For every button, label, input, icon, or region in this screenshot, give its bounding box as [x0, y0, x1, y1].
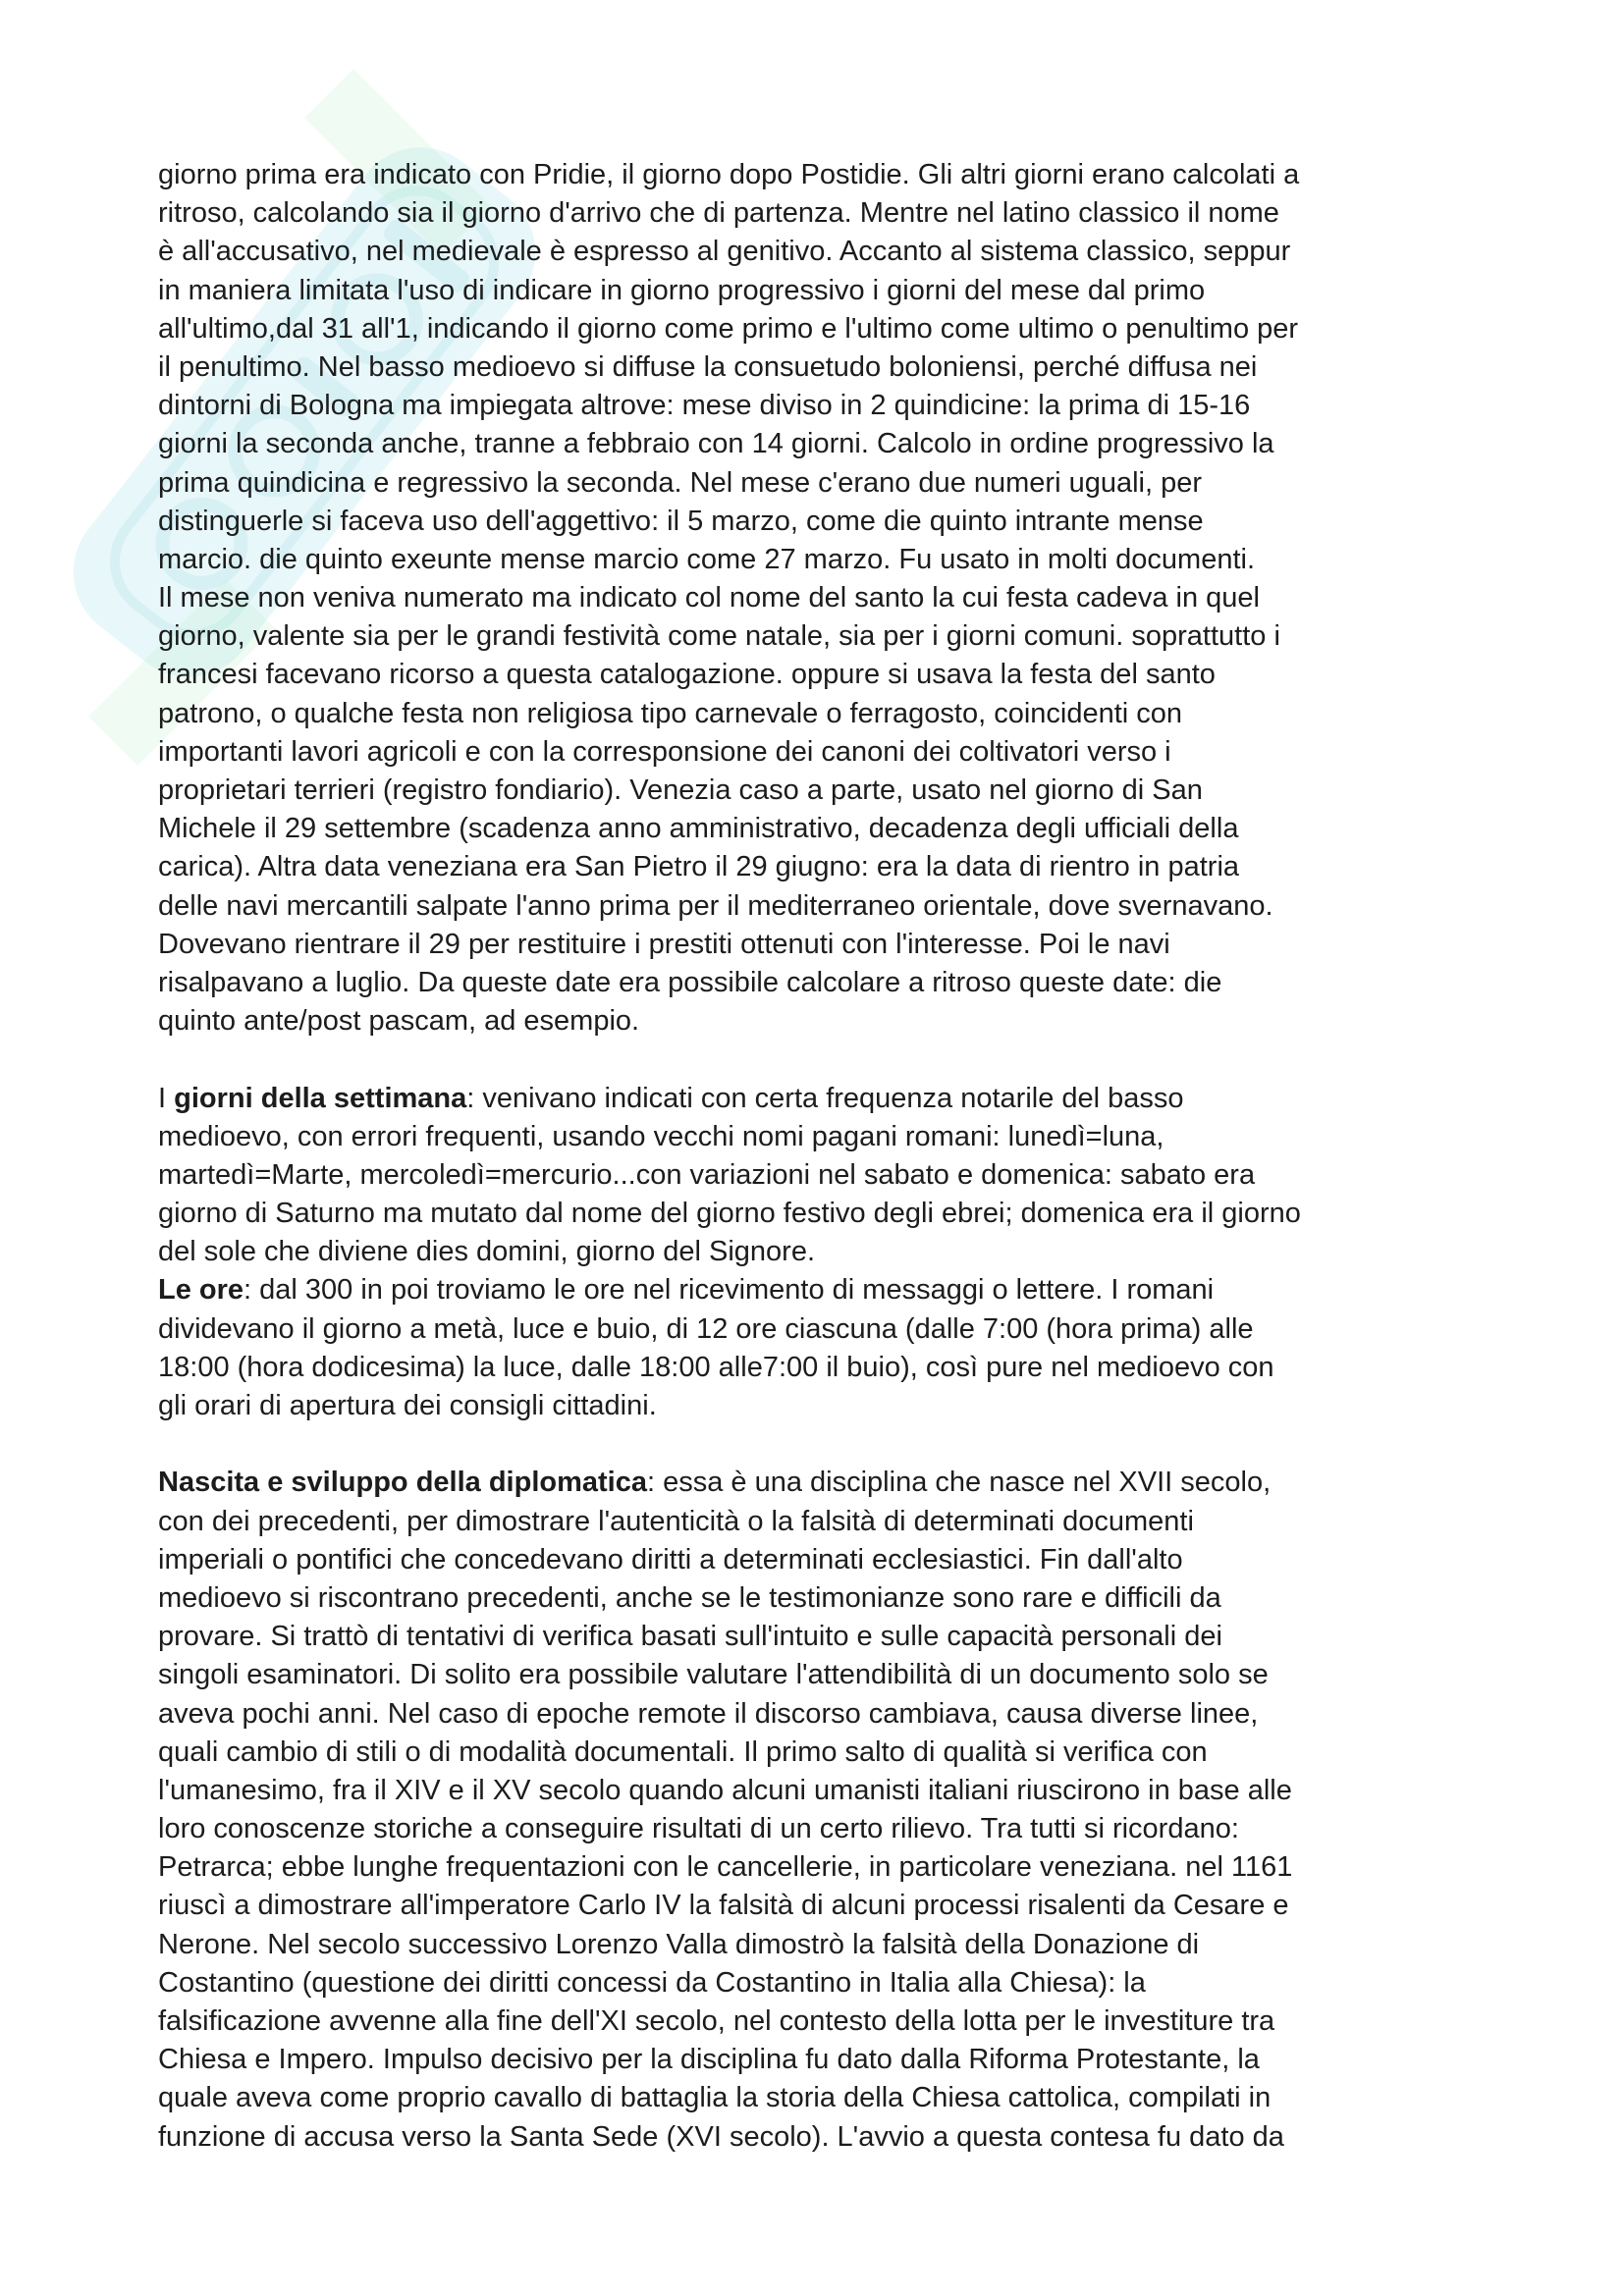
- text-line: [158, 541, 1533, 579]
- text-segment: del sole che diviene dies domini, giorno del Signore.: [158, 1236, 816, 1268]
- text-segment: Dovevano rientrare il 29 per restituire i prestiti ottenuti con l'interesse. Poi le navi: [158, 928, 1170, 960]
- paragraph: [158, 1080, 1533, 1426]
- text-segment: medioevo, con errori frequenti, usando vecchi nomi pagani romani: lunedì=luna,: [158, 1120, 1164, 1152]
- text-segment: giorno, valente sia per le grandi festività come natale, sia per i giorni comuni. soprattutto i: [158, 620, 1280, 653]
- text-segment: Nerone. Nel secolo successivo Lorenzo Valla dimostrò la falsità della Donazione di: [158, 1928, 1200, 1960]
- text-line: [158, 656, 1533, 694]
- text-segment: risalpavano a luglio. Da queste date era possibile calcolare a ritroso queste date: die: [158, 966, 1222, 998]
- text-segment: proprietari terrieri (registro fondiario). Venezia caso a parte, usato nel giorno di San: [158, 774, 1203, 806]
- text-segment: loro conoscenze storiche a conseguire risultati di un certo rilievo. Tra tutti si ricordano:: [158, 1813, 1239, 1845]
- text-segment: quali cambio di stili o di modalità documentali. Il primo salto di qualità si verifica con: [158, 1735, 1208, 1768]
- text-line: [158, 464, 1533, 503]
- text-line: [158, 2041, 1533, 2079]
- text-line: [158, 310, 1533, 348]
- text-line: [158, 1002, 1533, 1041]
- text-line: [158, 156, 1533, 194]
- text-line: [158, 848, 1533, 886]
- text-segment: : venivano indicati con certa frequenza notarile del basso: [466, 1082, 1184, 1114]
- text-segment: carica). Altra data veneziana era San Pietro il 29 giugno: era la data di rientro in patria: [158, 851, 1240, 883]
- text-line: [158, 1195, 1533, 1233]
- text-line: [158, 1156, 1533, 1195]
- text-line: [158, 1464, 1533, 1502]
- text-line: [158, 733, 1533, 772]
- text-line: [158, 387, 1533, 425]
- text-line: [158, 1080, 1533, 1118]
- text-line: [158, 1310, 1533, 1349]
- text-segment: medioevo si riscontrano precedenti, anche se le testimonianze sono rare e difficili da: [158, 1581, 1221, 1614]
- text-segment: singoli esaminatori. Di solito era possibile valutare l'attendibilità di un documento solo se: [158, 1659, 1269, 1691]
- text-segment: all'ultimo,dal 31 all'1, indicando il giorno come primo e l'ultimo come ultimo o penultimo per: [158, 312, 1299, 345]
- text-segment: giorno prima era indicato con Pridie, il giorno dopo Postidie. Gli altri giorni erano calcolati a: [158, 159, 1300, 190]
- text-segment: giorno di Saturno ma mutato dal nome del giorno festivo degli ebrei; domenica era il giorno: [158, 1198, 1301, 1230]
- text-segment: provare. Si trattò di tentativi di verifica basati sull'intuito e sulle capacità personali dei: [158, 1621, 1222, 1653]
- text-line: [158, 1656, 1533, 1694]
- text-segment: l'umanesimo, fra il XIV e il XV secolo quando alcuni umanisti italiani riuscirono in base alle: [158, 1774, 1292, 1806]
- text-segment: prima quindicina e regressivo la seconda. Nel mese c'erano due numeri uguali, per: [158, 466, 1203, 499]
- text-line: [158, 1810, 1533, 1848]
- document-body: [158, 156, 1533, 2157]
- text-line: [158, 926, 1533, 964]
- text-segment: falsificazione avvenne alla fine dell'XI secolo, nel contesto della lotta per le investiture tra: [158, 2005, 1275, 2037]
- text-line: [158, 810, 1533, 848]
- text-line: [158, 1887, 1533, 1925]
- text-line: [158, 194, 1533, 233]
- text-line: [158, 272, 1533, 310]
- text-segment: Petrarca; ebbe lunghe frequentazioni con le cancellerie, in particolare veneziana. nel 1161: [158, 1851, 1293, 1884]
- bold-heading-text: giorni della settimana: [174, 1082, 467, 1114]
- text-segment: francesi facevano ricorso a questa catalogazione. oppure si usava la festa del santo: [158, 659, 1216, 691]
- text-line: [158, 579, 1533, 617]
- text-segment: riuscì a dimostrare all'imperatore Carlo IV la falsità di alcuni processi risalenti da Cesare e: [158, 1890, 1289, 1922]
- text-segment: 18:00 (hora dodicesima) la luce, dalle 18:00 alle7:00 il buio), così pure nel medioevo con: [158, 1351, 1274, 1383]
- text-segment: Chiesa e Impero. Impulso decisivo per la disciplina fu dato dalla Riforma Protestante, la: [158, 2044, 1260, 2076]
- text-line: [158, 1503, 1533, 1541]
- text-segment: Costantino (questione dei diritti concessi da Costantino in Italia alla Chiesa): la: [158, 1966, 1146, 1999]
- text-line: [158, 1734, 1533, 1772]
- text-segment: il penultimo. Nel basso medioevo si diffuse la consuetudo boloniensi, perché diffusa nei: [158, 350, 1258, 383]
- text-line: [158, 1233, 1533, 1271]
- text-segment: aveva pochi anni. Nel caso di epoche remote il discorso cambiava, causa diverse linee,: [158, 1697, 1259, 1730]
- text-segment: delle navi mercantili salpate l'anno prima per il mediterraneo orientale, dove svernavano.: [158, 889, 1273, 922]
- text-line: [158, 1848, 1533, 1887]
- text-line: [158, 2079, 1533, 2117]
- text-segment: gli orari di apertura dei consigli cittadini.: [158, 1390, 657, 1421]
- text-segment: è all'accusativo, nel medievale è espresso al genitivo. Accanto al sistema classico, seppur: [158, 236, 1291, 268]
- text-segment: dintorni di Bologna ma impiegata altrove: mese diviso in 2 quindicine: la prima di 15-16: [158, 390, 1251, 422]
- text-line: [158, 617, 1533, 656]
- text-segment: I: [158, 1082, 175, 1114]
- bold-heading-text: Le ore: [158, 1274, 244, 1307]
- text-segment: in maniera limitata l'uso di indicare in giorno progressivo i giorni del mese dal primo: [158, 274, 1206, 306]
- text-segment: Michele il 29 settembre (scadenza anno amministrativo, decadenza degli ufficiali della: [158, 813, 1239, 845]
- text-line: [158, 2002, 1533, 2041]
- text-segment: : dal 300 in poi troviamo le ore nel ricevimento di messaggi o lettere. I romani: [244, 1274, 1215, 1307]
- paragraph: [158, 1464, 1533, 2156]
- text-line: [158, 1964, 1533, 2002]
- text-line: [158, 1695, 1533, 1734]
- text-segment: : essa è una disciplina che nasce nel XVII secolo,: [646, 1467, 1272, 1499]
- paragraph: [158, 156, 1533, 1041]
- text-line: [158, 1387, 1533, 1425]
- text-segment: quinto ante/post pascam, ad esempio.: [158, 1005, 640, 1038]
- text-line: [158, 964, 1533, 1002]
- text-line: [158, 348, 1533, 387]
- text-line: [158, 1541, 1533, 1579]
- text-line: [158, 1926, 1533, 1964]
- text-line: [158, 1271, 1533, 1309]
- text-line: [158, 1618, 1533, 1656]
- text-line: [158, 772, 1533, 810]
- text-line: [158, 1349, 1533, 1387]
- text-segment: distinguerle si faceva uso dell'aggettivo: il 5 marzo, come die quinto intrante mense: [158, 505, 1204, 537]
- bold-heading-text: Nascita e sviluppo della diplomatica: [158, 1467, 647, 1499]
- text-line: [158, 503, 1533, 541]
- text-segment: dividevano il giorno a metà, luce e buio, di 12 ore ciascuna (dalle 7:00 (hora prima) alle: [158, 1312, 1254, 1345]
- text-segment: giorni la seconda anche, tranne a febbraio con 14 giorni. Calcolo in ordine progressivo la: [158, 428, 1274, 460]
- text-segment: imperiali o pontifici che concedevano diritti a determinati ecclesiastici. Fin dall'alto: [158, 1543, 1183, 1575]
- text-line: [158, 425, 1533, 463]
- text-line: [158, 695, 1533, 733]
- text-line: [158, 1579, 1533, 1618]
- text-segment: martedì=Marte, mercoledì=mercurio...con variazioni nel sabato e domenica: sabato era: [158, 1158, 1256, 1191]
- text-line: [158, 887, 1533, 926]
- text-line: [158, 1118, 1533, 1156]
- text-segment: con dei precedenti, per dimostrare l'autenticità o la falsità di determinati documenti: [158, 1505, 1194, 1537]
- text-segment: funzione di accusa verso la Santa Sede (XVI secolo). L'avvio a questa contesa fu dato da: [158, 2120, 1284, 2153]
- text-segment: marcio. die quinto exeunte mense marcio come 27 marzo. Fu usato in molti documenti.: [158, 543, 1256, 575]
- text-line: [158, 2118, 1533, 2157]
- text-line: [158, 233, 1533, 271]
- text-segment: Il mese non veniva numerato ma indicato col nome del santo la cui festa cadeva in quel: [158, 582, 1260, 614]
- text-segment: quale aveva come proprio cavallo di battaglia la storia della Chiesa cattolica, compilati in: [158, 2082, 1272, 2114]
- text-line: [158, 1772, 1533, 1810]
- text-segment: importanti lavori agricoli e con la corresponsione dei canoni dei coltivatori verso i: [158, 735, 1171, 768]
- text-segment: ritroso, calcolando sia il giorno d'arrivo che di partenza. Mentre nel latino classico il nome: [158, 197, 1279, 230]
- text-segment: patrono, o qualche festa non religiosa tipo carnevale o ferragosto, coincidenti con: [158, 697, 1183, 729]
